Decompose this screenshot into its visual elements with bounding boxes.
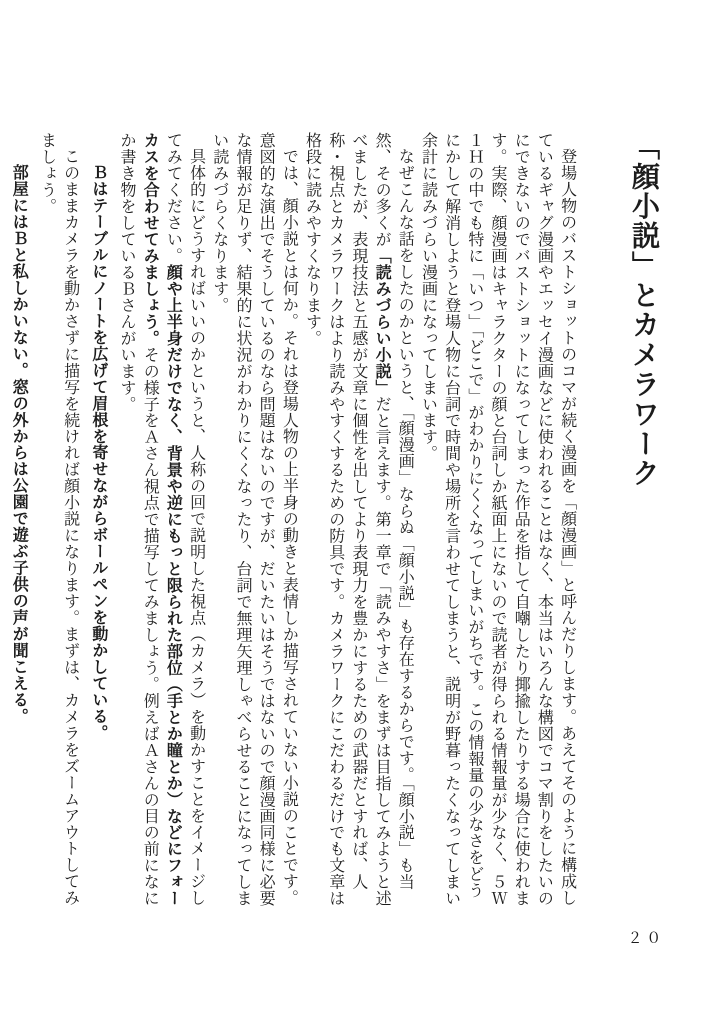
page-title: 「顔小説」とカメラワーク <box>628 132 659 489</box>
example-sentence-1 <box>87 132 110 910</box>
text-segment: 具体的にどうすればいいのかというと、人称の回で説明した視点（カメラ）を動かすことをイメージしてみてください。 <box>164 132 205 907</box>
vertical-text-area <box>2 132 661 910</box>
page-number: ２０ <box>627 931 665 947</box>
text-segment: では、顔小説とは何か。それは登場人物の上半身の動きと表情しか描写されていない小説のことです。意図的な演出でそうしているのなら問題はないのですが、だいたいはそうではないので顔漫画同様に必要な情報が足りず、結果的に状況がわかりにくくなったり、台詞で無理矢理しゃべらせることになってしまい読みづらくなります。 <box>210 132 298 907</box>
paragraph-face-novel-definition <box>208 132 301 910</box>
text-segment: 部屋にはＢと私しかいない。窓の外からは公園で遊ぶ子供の声が聞こえる。 <box>10 164 28 725</box>
paragraph-face-novel-intro <box>300 132 416 910</box>
text-segment: 登場人物のバストショットのコマが続く漫画を「顔漫画」と呼んだりします。あえてそのように構成しているギャグ漫画やエッセイ漫画などに使われることはなく、本当はいろんな構図でコマ割りをしたいのにできないのでバストショットになってしまった作品を指して自嘲したり揶揄したりする場合に使われます。実際、顔漫画はキャラクターの顔と台詞しか紙面上にないので読者が得られる情報量が少なく、５Ｗ１Ｈの中でも特に「いつ」「どこで」がわかりにくくなってしまいがちです。この情報量の少なさをどうにかして解消しようと登場人物に台詞で時間や場所を言わせてしまうと、説明が野暮ったくなってしまい余計に読みづらい漫画になってしまいます。 <box>419 132 576 907</box>
text-segment: だと言えます。第一章で「読みやすさ」をまずは目指してみようと述べましたが、表現技法と五感が文章に個性を出してより表現力を豊かにするための武器だとすれば、人称・視点とカメラワークはより読みやすくするための防具です。カメラワークにこだわるだけでも文章は格段に読みやすくなります。 <box>303 132 391 907</box>
text-segment: Ｂはテーブルにノートを広げて眉根を寄せながらボールペンを動かしている。 <box>89 164 107 741</box>
paragraph-face-manga <box>416 132 578 910</box>
bold-emphasis: 顔や上半身だけでなく、背景や逆にもっと限られた部位（手とか瞳とか）などにフォーカスを合わせてみましょう。 <box>141 132 182 907</box>
text-segment: その様子をＡさん視点で描写してみましょう。例えばＡさんの目の前になにか書き物をしているＢさんがいます。 <box>118 132 159 907</box>
text-segment: このままカメラを動かさずに描写を続ければ顔小説になります。まずは、カメラをズームアウトしてみましょう。 <box>38 132 79 907</box>
paragraph-zoom-out <box>35 132 81 910</box>
text-segment: なぜこんな話をしたのかというと、「顔漫画」ならぬ「顔小説」も存在するからです。「顔小説」も当然、その多くが <box>373 132 414 891</box>
bold-emphasis: 「読みづらい小説」 <box>373 247 391 396</box>
example-sentence-2 <box>7 132 30 910</box>
paragraph-camera-advice <box>115 132 208 910</box>
